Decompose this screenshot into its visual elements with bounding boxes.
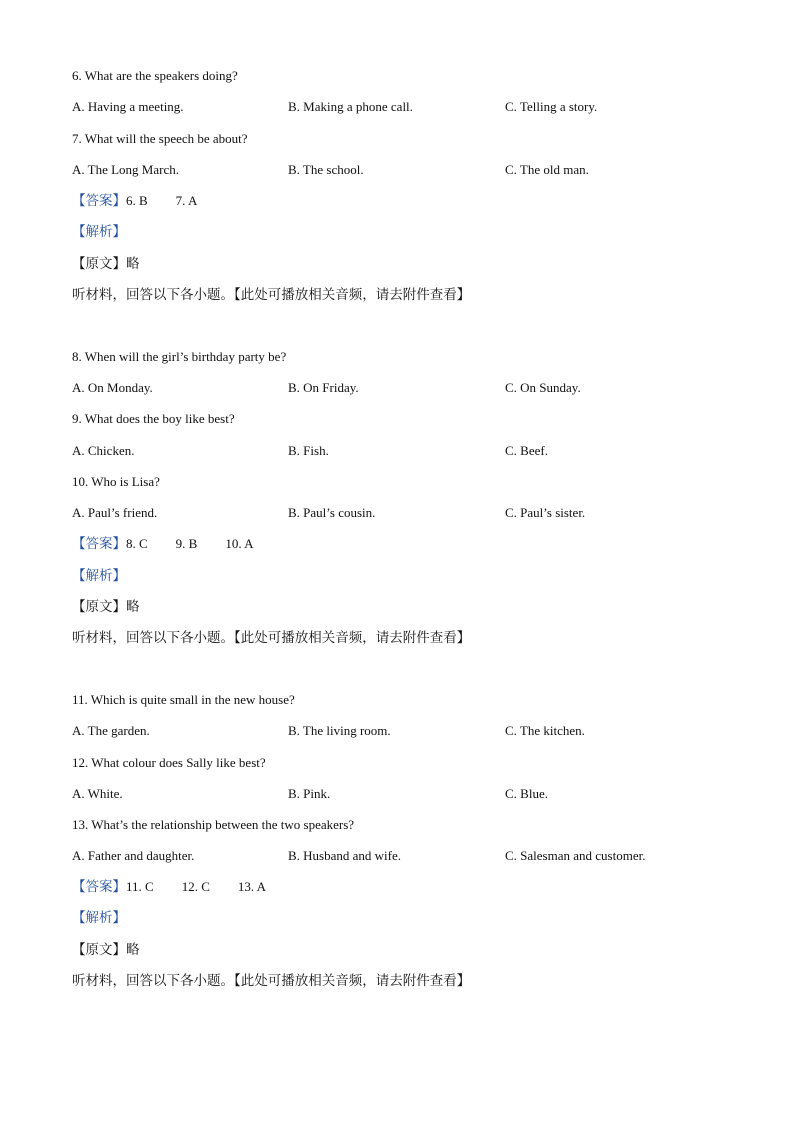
analysis-line: [72, 908, 126, 928]
option-b: B. The school.: [288, 162, 364, 177]
answer-line: [72, 877, 294, 897]
option-a: A. Paul’s friend.: [72, 505, 158, 520]
options-7: [72, 160, 722, 180]
question-13: 13. What’s the relationship between the two speakers?: [72, 817, 355, 832]
answer-item: 8. C: [126, 536, 148, 551]
analysis-line: [72, 222, 126, 242]
option-a: A. On Monday.: [72, 380, 153, 395]
option-b: B. On Friday.: [288, 380, 359, 395]
answer-line: [72, 191, 225, 211]
options-12: [72, 784, 722, 804]
option-c: C. Salesman and customer.: [505, 848, 646, 863]
original-text-line: 【原文】略: [72, 599, 140, 615]
listen-note: 听材料，回答以下各小题。【此处可播放相关音频，请去附件查看】: [72, 287, 471, 303]
option-c: C. The kitchen.: [505, 723, 585, 738]
options-13: [72, 846, 722, 866]
option-c: C. Blue.: [505, 786, 548, 801]
original-text-line: 【原文】略: [72, 942, 140, 958]
option-b: B. Making a phone call.: [288, 99, 413, 114]
analysis-tag: 【解析】: [72, 568, 126, 584]
answer-item: 6. B: [126, 193, 148, 208]
question-12: 12. What colour does Sally like best?: [72, 755, 266, 770]
answer-item: 7. A: [175, 193, 198, 208]
option-a: A. The Long March.: [72, 162, 179, 177]
option-c: C. Telling a story.: [505, 99, 598, 114]
answer-tag: 【答案】: [72, 536, 126, 552]
option-c: C. The old man.: [505, 162, 589, 177]
analysis-line: [72, 566, 126, 586]
answer-item: 13. A: [237, 879, 267, 894]
option-a: A. White.: [72, 786, 123, 801]
option-b: B. Husband and wife.: [288, 848, 402, 863]
options-10: [72, 503, 722, 523]
answer-item: 11. C: [126, 879, 154, 894]
analysis-tag: 【解析】: [72, 910, 126, 926]
original-text-line: 【原文】略: [72, 256, 140, 272]
option-b: B. Fish.: [288, 443, 329, 458]
listen-note: 听材料，回答以下各小题。【此处可播放相关音频，请去附件查看】: [72, 630, 471, 646]
answer-item: 9. B: [175, 536, 198, 551]
answer-tag: 【答案】: [72, 193, 126, 209]
listen-note: 听材料，回答以下各小题。【此处可播放相关音频，请去附件查看】: [72, 973, 471, 989]
answer-tag: 【答案】: [72, 879, 126, 895]
option-b: B. Paul’s cousin.: [288, 505, 376, 520]
options-9: [72, 441, 722, 461]
option-a: A. Having a meeting.: [72, 99, 184, 114]
question-8: 8. When will the girl’s birthday party be?: [72, 349, 287, 364]
answer-item: 10. A: [225, 536, 254, 551]
option-b: B. The living room.: [288, 723, 391, 738]
option-c: C. Beef.: [505, 443, 548, 458]
option-a: A. Chicken.: [72, 443, 135, 458]
analysis-tag: 【解析】: [72, 224, 126, 240]
question-7: 7. What will the speech be about?: [72, 131, 248, 146]
question-11: 11. Which is quite small in the new house?: [72, 692, 295, 707]
answer-item: 12. C: [181, 879, 210, 894]
question-10: 10. Who is Lisa?: [72, 474, 160, 489]
answer-line: [72, 534, 282, 554]
option-c: C. On Sunday.: [505, 380, 581, 395]
option-b: B. Pink.: [288, 786, 331, 801]
options-8: [72, 378, 722, 398]
options-11: [72, 721, 722, 741]
question-9: 9. What does the boy like best?: [72, 411, 235, 426]
question-6: 6. What are the speakers doing?: [72, 68, 238, 83]
option-a: A. Father and daughter.: [72, 848, 195, 863]
options-6: [72, 97, 722, 117]
option-a: A. The garden.: [72, 723, 150, 738]
option-c: C. Paul’s sister.: [505, 505, 586, 520]
